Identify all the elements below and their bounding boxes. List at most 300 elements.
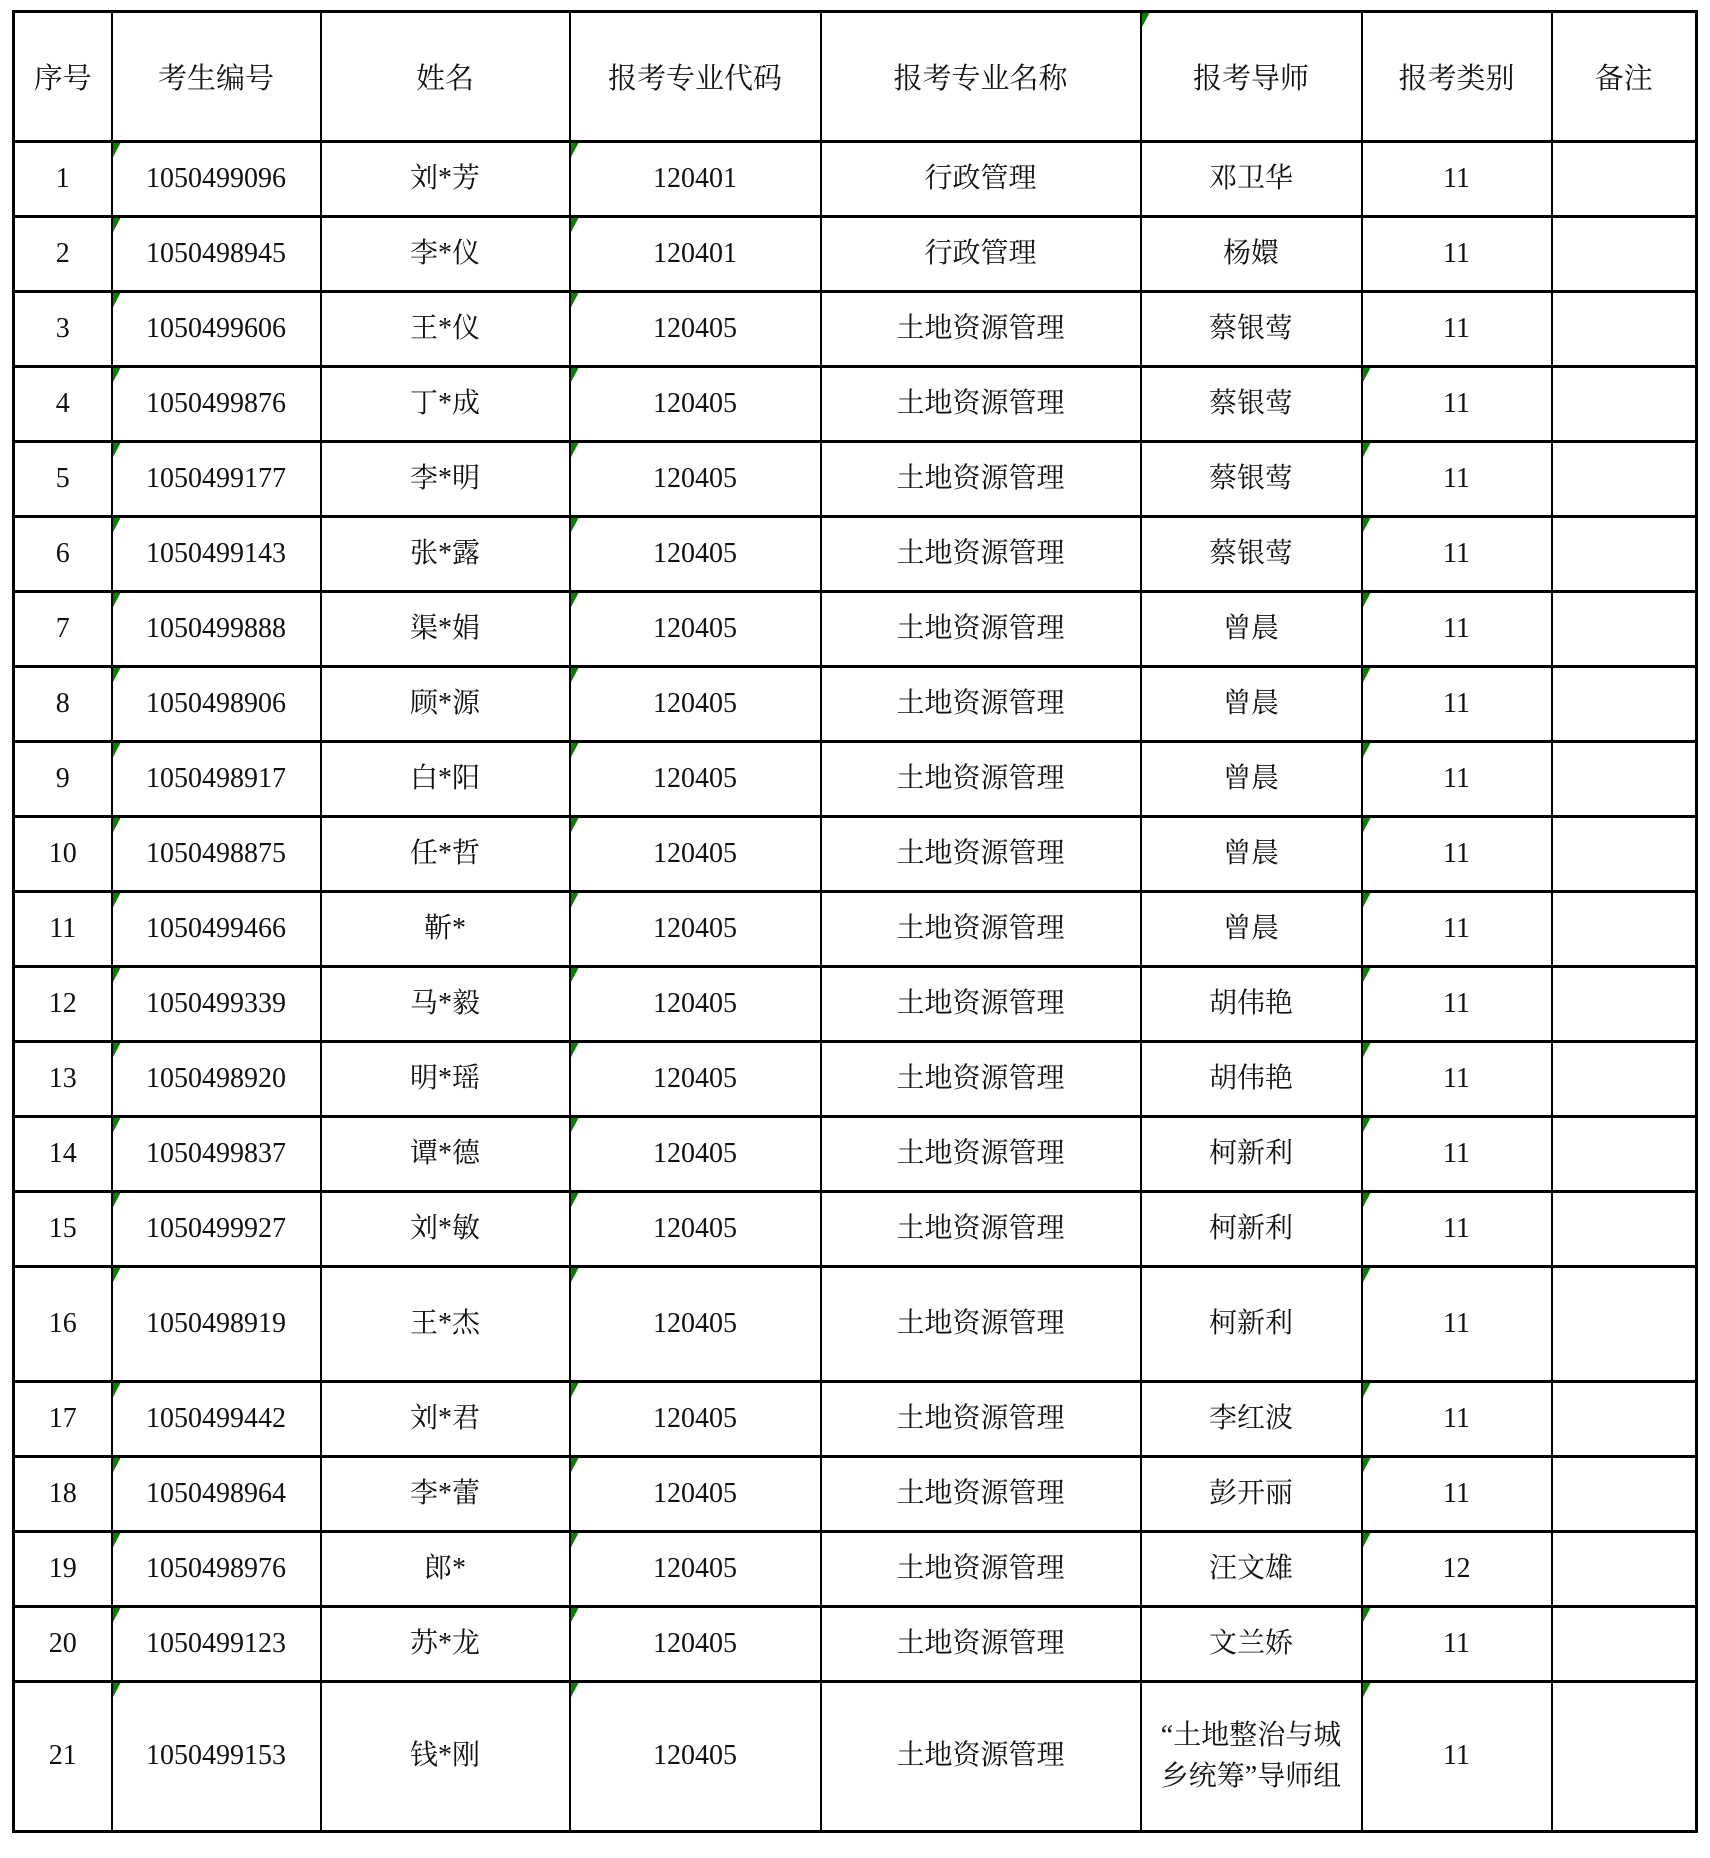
column-header-label: 报考类别 <box>1398 63 1515 95</box>
column-header-label: 报考专业代码 <box>607 63 782 95</box>
cell-text: 土地资源管理 <box>896 387 1065 419</box>
cell-text: 蔡银莺 <box>1208 462 1293 494</box>
cell-major-name <box>821 1607 1141 1682</box>
cell-text: 王*仪 <box>409 312 480 344</box>
cell-text: 11 <box>1443 237 1470 269</box>
cell-remark <box>1552 217 1697 292</box>
cell-no <box>14 1532 112 1607</box>
cell-text: 李*明 <box>409 462 480 494</box>
cell-no <box>14 1042 112 1117</box>
cell-major-name <box>821 1192 1141 1267</box>
cell-name <box>321 1042 570 1117</box>
cell-advisor <box>1141 517 1362 592</box>
cell-remark <box>1552 1267 1697 1382</box>
cell-text: 11 <box>1443 612 1470 644</box>
cell-id <box>112 217 321 292</box>
cell-name <box>321 892 570 967</box>
cell-text: 土地资源管理 <box>896 1307 1065 1339</box>
cell-text: 1050499837 <box>146 1137 286 1169</box>
cell-text: 18 <box>48 1477 77 1509</box>
cell-name <box>321 1457 570 1532</box>
cell-no <box>14 892 112 967</box>
column-header-no <box>14 12 112 142</box>
cell-advisor <box>1141 1457 1362 1532</box>
table-row <box>14 367 1697 442</box>
cell-text: 12 <box>48 987 77 1019</box>
number-as-text-marker-icon <box>113 818 121 833</box>
number-as-text-marker-icon <box>571 818 579 833</box>
cell-major-code <box>570 517 821 592</box>
cell-text: 21 <box>48 1740 77 1772</box>
cell-text: 行政管理 <box>924 237 1037 269</box>
table-row <box>14 1267 1697 1382</box>
cell-remark <box>1552 817 1697 892</box>
cell-text: 7 <box>55 612 70 644</box>
cell-remark <box>1552 367 1697 442</box>
column-header-name <box>321 12 570 142</box>
cell-remark <box>1552 1682 1697 1832</box>
cell-text: 土地资源管理 <box>896 762 1065 794</box>
cell-text: 11 <box>1443 762 1470 794</box>
cell-major-code <box>570 592 821 667</box>
cell-major-name <box>821 1382 1141 1457</box>
cell-name <box>321 1382 570 1457</box>
cell-category <box>1362 442 1552 517</box>
cell-category <box>1362 892 1552 967</box>
cell-id <box>112 1382 321 1457</box>
cell-text: 土地资源管理 <box>896 1477 1065 1509</box>
number-as-text-marker-icon <box>1363 668 1371 683</box>
cell-text: 1050499123 <box>146 1627 286 1659</box>
number-as-text-marker-icon <box>113 1118 121 1133</box>
cell-major-name <box>821 217 1141 292</box>
cell-remark <box>1552 892 1697 967</box>
cell-category <box>1362 292 1552 367</box>
table-row <box>14 1192 1697 1267</box>
cell-category <box>1362 742 1552 817</box>
cell-text: 土地资源管理 <box>896 1137 1065 1169</box>
cell-text: 土地资源管理 <box>896 1062 1065 1094</box>
cell-text: 胡伟艳 <box>1208 987 1293 1019</box>
cell-text: 蔡银莺 <box>1208 537 1293 569</box>
number-as-text-marker-icon <box>571 1608 579 1623</box>
number-as-text-marker-icon <box>113 1608 121 1623</box>
cell-id <box>112 817 321 892</box>
cell-category <box>1362 217 1552 292</box>
cell-text: 明*瑶 <box>409 1062 480 1094</box>
table-row <box>14 142 1697 217</box>
cell-category <box>1362 1457 1552 1532</box>
cell-advisor <box>1141 1042 1362 1117</box>
cell-name <box>321 592 570 667</box>
cell-no <box>14 592 112 667</box>
cell-id <box>112 367 321 442</box>
cell-major-code <box>570 1117 821 1192</box>
table-row <box>14 667 1697 742</box>
cell-advisor <box>1141 367 1362 442</box>
column-header-label: 备注 <box>1594 63 1653 95</box>
cell-id <box>112 292 321 367</box>
cell-id <box>112 667 321 742</box>
number-as-text-marker-icon <box>113 368 121 383</box>
cell-major-code <box>570 1192 821 1267</box>
cell-id <box>112 1192 321 1267</box>
table-row <box>14 292 1697 367</box>
number-as-text-marker-icon <box>571 743 579 758</box>
number-as-text-marker-icon <box>571 1383 579 1398</box>
cell-advisor <box>1141 1267 1362 1382</box>
cell-category <box>1362 1607 1552 1682</box>
cell-text: 刘*敏 <box>409 1212 480 1244</box>
cell-text: 1050498964 <box>146 1477 286 1509</box>
cell-text: 邓卫华 <box>1208 162 1293 194</box>
cell-text: 120405 <box>653 762 737 794</box>
cell-text: 土地资源管理 <box>896 912 1065 944</box>
cell-advisor <box>1141 1607 1362 1682</box>
cell-category <box>1362 1042 1552 1117</box>
cell-text: 20 <box>48 1627 77 1659</box>
cell-name <box>321 967 570 1042</box>
cell-text: 120405 <box>653 1137 737 1169</box>
cell-text: 1050499606 <box>146 312 286 344</box>
cell-category <box>1362 517 1552 592</box>
cell-text: 120405 <box>653 462 737 494</box>
cell-text: 任*哲 <box>409 837 480 869</box>
cell-text: 10 <box>48 837 77 869</box>
cell-text: 土地资源管理 <box>896 837 1065 869</box>
cell-advisor <box>1141 217 1362 292</box>
cell-text: 15 <box>48 1212 77 1244</box>
number-as-text-marker-icon <box>571 593 579 608</box>
cell-category <box>1362 142 1552 217</box>
cell-text: 土地资源管理 <box>896 1627 1065 1659</box>
cell-advisor <box>1141 592 1362 667</box>
cell-name <box>321 217 570 292</box>
number-as-text-marker-icon <box>113 968 121 983</box>
cell-name <box>321 517 570 592</box>
number-as-text-marker-icon <box>571 1533 579 1548</box>
cell-major-code <box>570 892 821 967</box>
cell-text: 苏*龙 <box>409 1627 480 1659</box>
cell-text: 张*露 <box>409 537 480 569</box>
cell-name <box>321 1192 570 1267</box>
table-row <box>14 592 1697 667</box>
column-header-label: 姓名 <box>415 63 474 95</box>
cell-text: 11 <box>1443 1402 1470 1434</box>
cell-text: 11 <box>1443 387 1470 419</box>
cell-text: 1050499143 <box>146 537 286 569</box>
number-as-text-marker-icon <box>1363 1608 1371 1623</box>
number-as-text-marker-icon <box>113 1268 121 1283</box>
cell-text: 柯新利 <box>1208 1137 1293 1169</box>
cell-no <box>14 1607 112 1682</box>
table-row <box>14 442 1697 517</box>
cell-text: 土地资源管理 <box>896 1552 1065 1584</box>
cell-text: 1050498976 <box>146 1552 286 1584</box>
cell-text: 120405 <box>653 1740 737 1772</box>
cell-text: 11 <box>1443 1740 1470 1772</box>
cell-id <box>112 1117 321 1192</box>
cell-text: 11 <box>1443 1212 1470 1244</box>
cell-major-name <box>821 1682 1141 1832</box>
cell-no <box>14 142 112 217</box>
cell-text: 蔡银莺 <box>1208 312 1293 344</box>
number-as-text-marker-icon <box>571 1683 579 1698</box>
number-as-text-marker-icon <box>1363 1043 1371 1058</box>
number-as-text-marker-icon <box>571 968 579 983</box>
cell-text: 120405 <box>653 1552 737 1584</box>
cell-text: 1050499466 <box>146 912 286 944</box>
number-as-text-marker-icon <box>571 1118 579 1133</box>
cell-text: 120405 <box>653 1402 737 1434</box>
cell-id <box>112 1607 321 1682</box>
number-as-text-marker-icon <box>113 668 121 683</box>
cell-text: 李红波 <box>1208 1402 1293 1434</box>
cell-major-code <box>570 142 821 217</box>
cell-advisor <box>1141 1682 1362 1832</box>
cell-major-code <box>570 1607 821 1682</box>
cell-major-code <box>570 367 821 442</box>
cell-text: 白*阳 <box>409 762 480 794</box>
cell-remark <box>1552 1117 1697 1192</box>
number-as-text-marker-icon <box>571 218 579 233</box>
column-header-category <box>1362 12 1552 142</box>
cell-text: 17 <box>48 1402 77 1434</box>
cell-advisor <box>1141 142 1362 217</box>
cell-name <box>321 817 570 892</box>
cell-remark <box>1552 667 1697 742</box>
column-header-major-code <box>570 12 821 142</box>
number-as-text-marker-icon <box>1363 368 1371 383</box>
cell-major-code <box>570 667 821 742</box>
cell-no <box>14 292 112 367</box>
cell-name <box>321 1607 570 1682</box>
cell-category <box>1362 367 1552 442</box>
number-as-text-marker-icon <box>1363 518 1371 533</box>
cell-text: 3 <box>55 312 70 344</box>
number-as-text-marker-icon <box>571 893 579 908</box>
cell-major-name <box>821 1042 1141 1117</box>
cell-text: 1050498920 <box>146 1062 286 1094</box>
cell-text: 柯新利 <box>1208 1307 1293 1339</box>
cell-no <box>14 1192 112 1267</box>
cell-text: 120405 <box>653 1307 737 1339</box>
cell-text: 土地资源管理 <box>896 987 1065 1019</box>
cell-text: 土地资源管理 <box>896 1402 1065 1434</box>
number-as-text-marker-icon <box>571 1268 579 1283</box>
cell-text: 120405 <box>653 612 737 644</box>
number-as-text-marker-icon <box>113 893 121 908</box>
cell-text: 谭*德 <box>409 1137 480 1169</box>
cell-id <box>112 142 321 217</box>
cell-major-code <box>570 217 821 292</box>
cell-major-name <box>821 1457 1141 1532</box>
cell-text: 行政管理 <box>924 162 1037 194</box>
cell-text: 1050498875 <box>146 837 286 869</box>
number-as-text-marker-icon <box>1363 968 1371 983</box>
cell-text: 9 <box>55 762 70 794</box>
number-as-text-marker-icon <box>571 668 579 683</box>
cell-text: 1050499177 <box>146 462 286 494</box>
cell-name <box>321 442 570 517</box>
cell-text: 土地资源管理 <box>896 537 1065 569</box>
cell-no <box>14 1457 112 1532</box>
number-as-text-marker-icon <box>113 1043 121 1058</box>
cell-text: 土地资源管理 <box>896 462 1065 494</box>
cell-remark <box>1552 1042 1697 1117</box>
number-as-text-marker-icon <box>571 518 579 533</box>
cell-id <box>112 1042 321 1117</box>
cell-text: 12 <box>1442 1552 1471 1584</box>
cell-major-name <box>821 517 1141 592</box>
cell-no <box>14 1682 112 1832</box>
cell-text: 曾晨 <box>1222 912 1279 944</box>
cell-remark <box>1552 1607 1697 1682</box>
cell-text: 土地资源管理 <box>896 1212 1065 1244</box>
cell-major-code <box>570 1382 821 1457</box>
cell-major-name <box>821 1117 1141 1192</box>
cell-no <box>14 817 112 892</box>
table-row <box>14 742 1697 817</box>
cell-text: 11 <box>1443 1627 1470 1659</box>
cell-advisor <box>1141 1382 1362 1457</box>
cell-text: 11 <box>1443 162 1470 194</box>
cell-no <box>14 1117 112 1192</box>
cell-id <box>112 967 321 1042</box>
cell-text: 11 <box>1443 537 1470 569</box>
cell-text: 1050498919 <box>146 1307 286 1339</box>
cell-no <box>14 442 112 517</box>
table-row <box>14 1117 1697 1192</box>
cell-text: 丁*成 <box>409 387 480 419</box>
column-header-label: 考生编号 <box>157 63 274 95</box>
cell-text: 4 <box>55 387 70 419</box>
cell-major-name <box>821 142 1141 217</box>
column-header-label: 序号 <box>33 63 92 95</box>
cell-text: 11 <box>1443 312 1470 344</box>
cell-id <box>112 1682 321 1832</box>
cell-text: 11 <box>1443 1477 1470 1509</box>
cell-text: 11 <box>49 912 77 944</box>
number-as-text-marker-icon <box>1363 1118 1371 1133</box>
cell-id <box>112 592 321 667</box>
cell-name <box>321 1682 570 1832</box>
cell-text: 土地资源管理 <box>896 687 1065 719</box>
cell-remark <box>1552 517 1697 592</box>
number-as-text-marker-icon <box>113 1193 121 1208</box>
cell-text: 1050498945 <box>146 237 286 269</box>
cell-id <box>112 1457 321 1532</box>
column-header-major-name <box>821 12 1141 142</box>
cell-text: 1050498906 <box>146 687 286 719</box>
cell-text: “土地整治与城乡统筹”导师组 <box>1160 1719 1342 1792</box>
cell-remark <box>1552 1382 1697 1457</box>
cell-text: 11 <box>1443 912 1470 944</box>
number-as-text-marker-icon <box>113 1458 121 1473</box>
number-as-text-marker-icon <box>1363 893 1371 908</box>
cell-major-code <box>570 817 821 892</box>
cell-text: 8 <box>55 687 70 719</box>
number-as-text-marker-icon <box>1363 1383 1371 1398</box>
cell-name <box>321 667 570 742</box>
cell-text: 1050499876 <box>146 387 286 419</box>
table-body <box>14 142 1697 1832</box>
number-as-text-marker-icon <box>571 1458 579 1473</box>
number-as-text-marker-icon <box>571 443 579 458</box>
cell-text: 11 <box>1443 1062 1470 1094</box>
cell-text: 1050498917 <box>146 762 286 794</box>
cell-major-code <box>570 1042 821 1117</box>
column-header-label: 报考专业名称 <box>893 63 1068 95</box>
cell-major-name <box>821 367 1141 442</box>
cell-major-name <box>821 892 1141 967</box>
cell-remark <box>1552 967 1697 1042</box>
number-as-text-marker-icon <box>571 1043 579 1058</box>
cell-category <box>1362 1532 1552 1607</box>
number-as-text-marker-icon <box>571 293 579 308</box>
cell-category <box>1362 1382 1552 1457</box>
cell-remark <box>1552 1457 1697 1532</box>
number-as-text-marker-icon <box>1142 13 1150 28</box>
number-as-text-marker-icon <box>1363 1268 1371 1283</box>
cell-text: 李*蕾 <box>409 1477 480 1509</box>
number-as-text-marker-icon <box>1363 1683 1371 1698</box>
cell-major-code <box>570 442 821 517</box>
cell-no <box>14 217 112 292</box>
table-header <box>14 12 1697 142</box>
number-as-text-marker-icon <box>571 368 579 383</box>
cell-text: 曾晨 <box>1222 687 1279 719</box>
cell-remark <box>1552 442 1697 517</box>
cell-text: 土地资源管理 <box>896 312 1065 344</box>
cell-id <box>112 517 321 592</box>
cell-id <box>112 742 321 817</box>
table-row <box>14 1682 1697 1832</box>
cell-text: 120401 <box>653 237 737 269</box>
cell-text: 11 <box>1443 987 1470 1019</box>
cell-name <box>321 742 570 817</box>
cell-major-name <box>821 592 1141 667</box>
cell-text: 刘*芳 <box>409 162 480 194</box>
table-row <box>14 1607 1697 1682</box>
cell-no <box>14 367 112 442</box>
number-as-text-marker-icon <box>113 293 121 308</box>
cell-text: 1050499339 <box>146 987 286 1019</box>
table-row <box>14 817 1697 892</box>
cell-text: 1050499888 <box>146 612 286 644</box>
cell-text: 11 <box>1443 1137 1470 1169</box>
cell-category <box>1362 1267 1552 1382</box>
cell-major-name <box>821 1532 1141 1607</box>
cell-text: 2 <box>55 237 70 269</box>
cell-text: 6 <box>55 537 70 569</box>
number-as-text-marker-icon <box>113 1683 121 1698</box>
cell-text: 1050499927 <box>146 1212 286 1244</box>
cell-text: 120405 <box>653 912 737 944</box>
number-as-text-marker-icon <box>113 1533 121 1548</box>
cell-major-code <box>570 292 821 367</box>
cell-remark <box>1552 1532 1697 1607</box>
number-as-text-marker-icon <box>1363 1533 1371 1548</box>
number-as-text-marker-icon <box>571 143 579 158</box>
cell-text: 1 <box>55 162 70 194</box>
number-as-text-marker-icon <box>1363 818 1371 833</box>
cell-name <box>321 367 570 442</box>
cell-text: 120405 <box>653 1212 737 1244</box>
cell-advisor <box>1141 667 1362 742</box>
number-as-text-marker-icon <box>571 1193 579 1208</box>
number-as-text-marker-icon <box>113 593 121 608</box>
